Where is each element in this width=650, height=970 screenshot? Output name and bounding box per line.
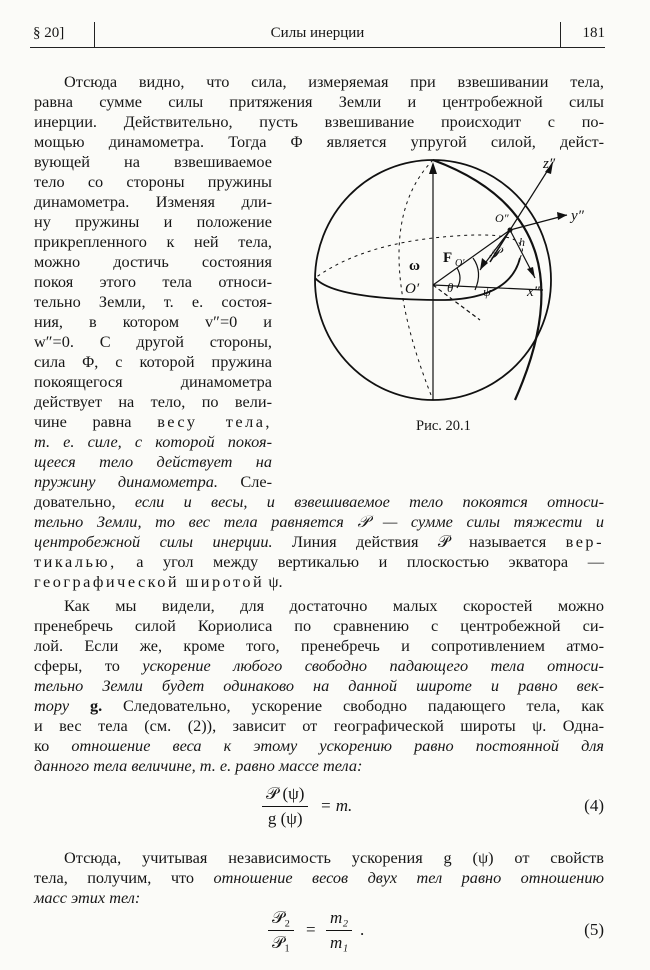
text-line [34,552,604,572]
dashed-line [433,285,480,320]
label-F: F [443,250,453,266]
text-line: вующей на взвешиваемое [34,152,272,171]
text-line: пренебречь силой Кориолиса по сравнению с центробежной си- [34,616,604,635]
text-span: сферы, то [34,656,143,675]
globe-figure [305,150,615,450]
text-span: а угол между вертикалью и плоскостью экватора — [116,552,604,571]
text-line [34,412,272,432]
denominator: 𝒫₁ [272,933,291,952]
label-omega: ω [409,258,420,274]
text-line: лой. Если же, кроме того, пренебречь и сопротивлением атмо- [34,636,604,655]
bold-text: g. [69,696,103,715]
equation-5 [0,906,650,966]
italic-line: щееся тело действует на [34,452,272,471]
text-line [34,532,604,552]
arrowhead [527,267,535,278]
equation-number: (5) [584,920,604,939]
text-line [34,492,604,512]
page-number: 181 [582,25,605,41]
text-span: ψ. [264,572,283,591]
text-line [34,736,604,756]
text-line: ния, в котором v″=0 и [34,312,272,331]
theta-arc [457,268,460,288]
header-divider [560,22,561,48]
text-line: равна сумме силы притяжения Земли и центробежной силы [34,92,604,111]
fraction-rhs [326,908,352,953]
text-line: прикрепленного к ней тела, [34,232,272,251]
spaced-text: весу тела, [157,412,272,431]
chapter-title: Силы инерции [270,25,365,41]
text-line: w″=0. С другой стороны, [34,332,272,351]
label-x: x″ [527,284,540,300]
point-O-dprime [508,228,513,233]
text-line [34,696,604,716]
header-divider [94,22,95,48]
text-line: динамометра. Изменяя дли- [34,192,272,211]
period: . [360,920,365,939]
equation-4 [0,782,650,842]
text-span: Линия действия 𝒫 называется [272,532,566,551]
meridian-back [399,160,433,400]
label-P: 𝒫 [489,246,500,262]
italic-text: отношение веса к этому ускорению равно постоянной для [71,736,605,755]
italic-line: данного тела величине, т. е. равно массе тела: [34,756,363,775]
italic-text: отношение весов двух тел равно отношению [213,868,604,887]
figure-caption: Рис. 20.1 [416,418,471,434]
text-span: чине равна [34,412,132,431]
italic-line: масс этих тел: [34,888,141,907]
label-z: z″ [543,156,556,172]
text-line: покоя этого тела относи- [34,272,272,291]
label-y: y″ [571,208,584,224]
italic-text: тору [34,696,70,715]
text-line: покоящегося динамометра [34,372,272,391]
text-line [34,656,604,676]
italic-text: если и весы, и взвешиваемое тело покоятся относи- [134,492,604,511]
italic-line: тельно Земли будет одинаково на данной широте и равно век- [34,676,604,695]
text-span: Сле- [240,472,272,491]
text-line: сила Φ, с которой пружина [34,352,272,371]
spaced-text: вер- [565,532,604,551]
text-line: Отсюда, учитывая независимость ускорения g (ψ) от свойств [64,848,604,867]
equals-sign: = [306,920,316,939]
section-number: § 20] [33,25,65,41]
fraction-lhs [268,908,294,953]
spaced-text: тикалью, [34,552,117,571]
text-line: тельно Земли, т. е. состоя- [34,292,272,311]
text-line [34,472,272,492]
spaced-text: географической широтой [34,572,265,591]
text-span: Следовательно, ускорение свободно падающего тела, как [102,696,605,715]
italic-text: пружину динамометра. [34,472,218,491]
header-rule [30,47,605,48]
text-line: можно достичь состояния [34,252,272,271]
arrowhead [480,258,488,270]
numerator: 𝒫 (ψ) [262,784,308,807]
text-line [34,572,604,592]
text-line: ну пружины и положение [34,212,272,231]
text-span: тела, получим, что [34,868,214,887]
text-line: мощью динамометра. Тогда Φ является упругой силой, дейст- [34,132,604,151]
numerator: m₂ [326,908,352,931]
text-span: довательно, [34,492,135,511]
denominator: m₁ [330,933,349,952]
label-F-subscript: O′ [455,258,465,269]
text-line: Отсюда видно, что сила, измеряемая при взвешивании тела, [64,72,604,91]
psi-arc [473,258,479,290]
text-line: инерции. Действительно, пусть взвешивание происходит с по- [34,112,604,131]
fraction [262,784,308,829]
text-line: тело со стороны пружины [34,172,272,191]
text-line: действует на тело, по вели- [34,392,272,411]
text-line: Как мы видели, для достаточно малых скоростей можно [64,596,604,615]
label-O-prime: O′ [405,281,420,297]
equation-rhs: = m. [320,796,353,815]
label-psi: ψ [483,284,492,299]
running-header [30,22,605,48]
italic-text: ускорение любого свободно падающего тела относи- [142,656,604,675]
label-O-dprime: O″ [495,211,509,225]
text-line: и вес тела (см. (2)), зависит от географической широты ψ. Одна- [34,716,604,735]
italic-line: тельно Земли, то вес тела равняется 𝒫 — сумме силы тяжести и [34,512,604,531]
arrowhead [429,162,437,174]
text-span: ко [34,736,72,755]
equation-number: (4) [584,796,604,815]
numerator: 𝒫₂ [268,908,294,931]
italic-line: т. е. силе, с которой покоя- [34,432,272,451]
italic-text: центробежной силы инерции. [34,532,273,551]
denominator: g (ψ) [267,809,303,828]
label-h: h [519,235,525,249]
text-line [34,868,604,888]
label-theta: θ [447,280,454,295]
